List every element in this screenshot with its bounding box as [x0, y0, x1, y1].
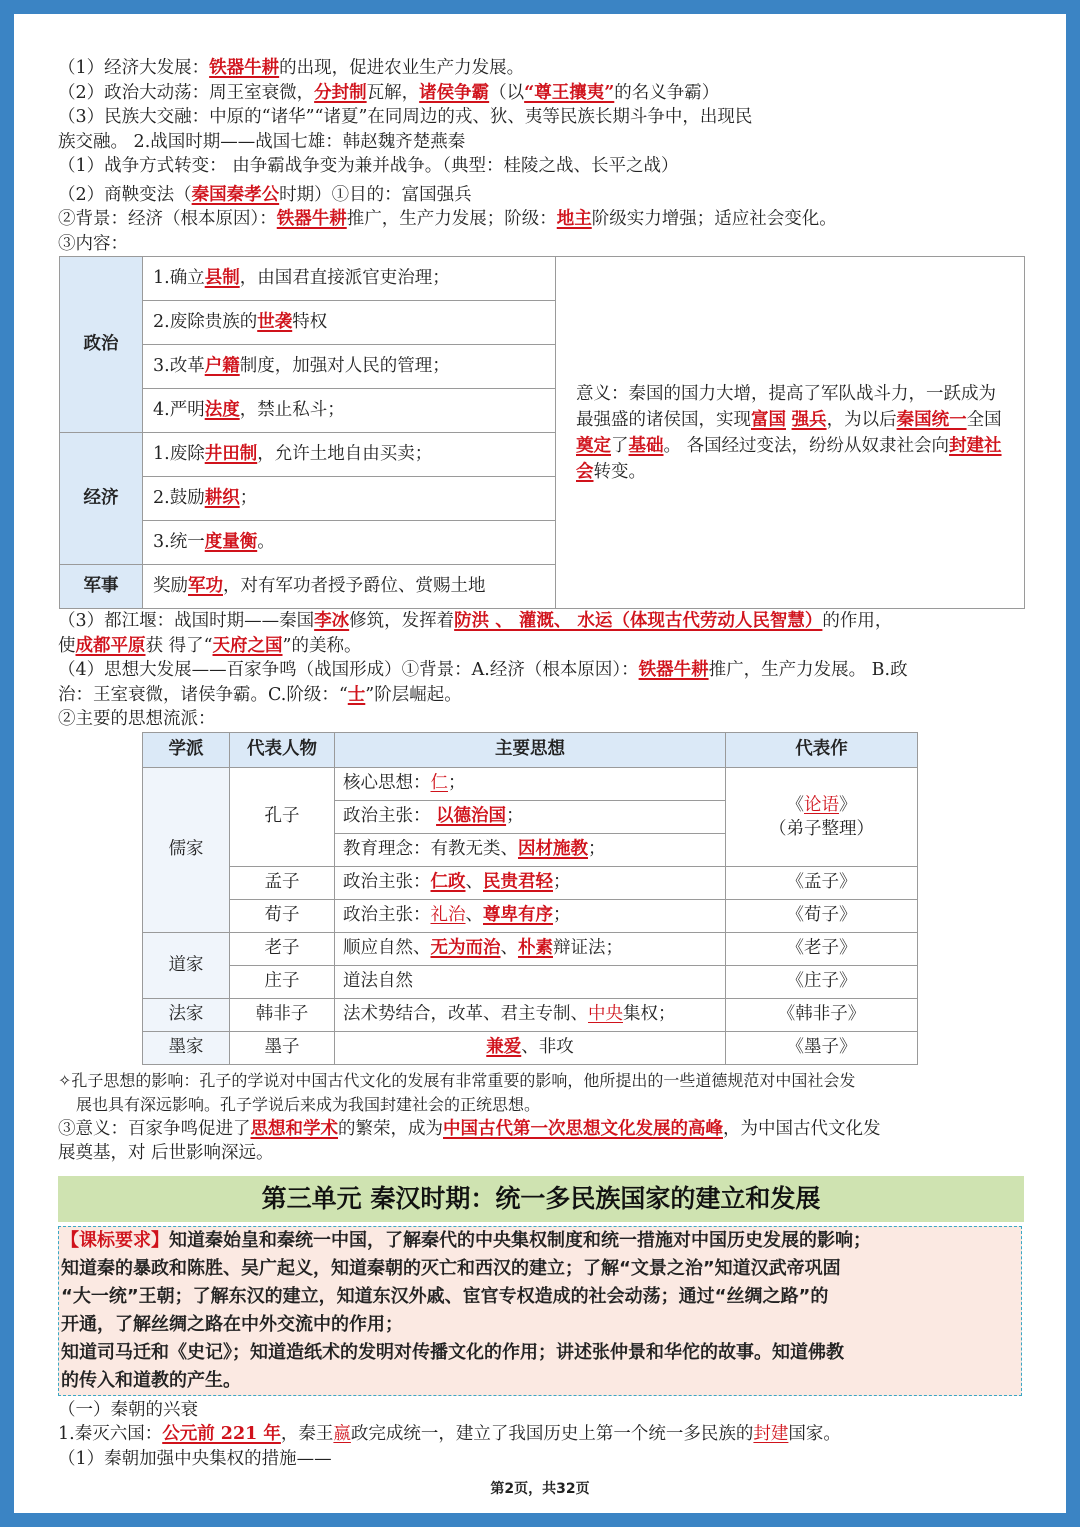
text-line: （3）民族大交融：中原的“诸华”“诸夏”在同周边的戎、狄、夷等民族长期斗争中，出现民 — [58, 107, 753, 127]
text-line: 展奠基，对 后世影响深远。 — [58, 1143, 274, 1163]
thought: 顺应自然、无为而治、朴素辩证法； — [335, 932, 726, 965]
keyword: 分封制 — [314, 82, 367, 103]
keyword: “尊王攘夷” — [524, 82, 615, 103]
work: 《庄子》 — [726, 965, 918, 998]
category-economy: 经济 — [60, 433, 143, 565]
work: 《墨子》 — [726, 1031, 918, 1064]
text-line: 1.秦灭六国：公元前 221 年，秦王嬴政完成统一，建立了我国历史上第一个统一多民族的封建国家。 — [58, 1424, 841, 1444]
reform-item: 2.废除贵族的世袭特权 — [143, 301, 556, 345]
thought: 核心思想：仁； — [335, 767, 726, 800]
reform-item: 奖励军功，对有军功者授予爵位、赏赐土地 — [143, 565, 556, 609]
header-work: 代表作 — [726, 732, 918, 767]
work: 《论语》 （弟子整理） — [726, 767, 918, 866]
school-mohist: 墨家 — [143, 1031, 230, 1064]
section-heading: （一）秦朝的兴衰 — [58, 1399, 198, 1420]
text-line: 治：王室衰微，诸侯争霸。C.阶级：“士”阶层崛起。 — [58, 684, 462, 705]
keyword: 铁器牛耕 — [276, 209, 347, 229]
person: 墨子 — [230, 1031, 335, 1064]
person: 老子 — [230, 932, 335, 965]
reform-item: 3.改革户籍制度，加强对人民的管理； — [143, 345, 556, 389]
curriculum-requirements: 【课标要求】知道秦始皇和秦统一中国，了解秦代的中央集权制度和统一措施对中国历史发展的影响； 知道秦的暴政和陈胜、吴广起义，知道秦朝的灭亡和西汉的建立；了解“文景之治”知道汉武帝巩固 “大一统”王朝；了解东汉的建立，知道东汉外戚、宦官专权造成的社会动荡；通过“丝绸之路”的 开通，了解丝绸之路在中外交流中的作用； 知道司马迁和《史记》；知道造纸术的发明对传播文化的作用；讲述张仲景和华佗的故事。知道佛教 的传入和道教的产生。 — [58, 1226, 1022, 1396]
thought: 教育理念：有教无类、因材施教； — [335, 833, 726, 866]
text-line: （3）都江堰：战国时期——秦国李冰修筑，发挥着防洪 、 灌溉、 水运（体现古代劳动人民智慧）的作用， — [58, 611, 893, 631]
work: 《孟子》 — [726, 866, 918, 899]
school-confucian: 儒家 — [143, 767, 230, 932]
schools-table — [142, 732, 918, 1065]
text-line: ③内容： — [58, 233, 128, 254]
category-military: 军事 — [60, 565, 143, 609]
category-politics: 政治 — [60, 257, 143, 433]
thought: 道法自然 — [335, 965, 726, 998]
text-line: （1）秦朝加强中央集权的措施—— — [58, 1448, 332, 1469]
text-line: （2）商鞅变法（秦国秦孝公时期）①目的：富国强兵 — [58, 184, 472, 205]
person: 韩非子 — [230, 998, 335, 1031]
work: 《韩非子》 — [726, 998, 918, 1031]
reform-item: 1.废除井田制，允许土地自由买卖； — [143, 433, 556, 477]
text-line: 使成都平原获 得了“天府之国”的美称。 — [58, 635, 362, 656]
text-line: （1）战争方式转变： 由争霸战争变为兼并战争。（典型：桂陵之战、长平之战） — [58, 156, 679, 176]
keyword: 地主 — [556, 209, 592, 229]
person: 荀子 — [230, 899, 335, 932]
work: 《荀子》 — [726, 899, 918, 932]
unit-title: 第三单元 秦汉时期：统一多民族国家的建立和发展 — [58, 1176, 1024, 1222]
reform-item: 2.鼓励耕织； — [143, 477, 556, 521]
text-line: 族交融。 2.战国时期——战国七雄：韩赵魏齐楚燕秦 — [58, 131, 466, 152]
thought: 政治主张：礼治、尊卑有序； — [335, 899, 726, 932]
header-thought: 主要思想 — [335, 732, 726, 767]
reform-significance: 意义：秦国的国力大增，提高了军队战斗力，一跃成为 最强盛的诸侯国，实现富国 强兵，为以后秦国统一全国奠定了基础。 各国经过变法，纷纷从奴隶社会向封建社会转变。 — [556, 257, 1025, 609]
reform-item: 1.确立县制，由国君直接派官吏治理； — [143, 257, 556, 301]
text-line: （1）经济大发展：铁器牛耕的出现，促进农业生产力发展。 — [58, 58, 525, 78]
requirements-tag: 【课标要求】 — [61, 1229, 169, 1251]
reform-item: 3.统一度量衡。 — [143, 521, 556, 565]
keyword: 铁器牛耕 — [209, 58, 280, 78]
header-person: 代表人物 — [230, 732, 335, 767]
school-legalist: 法家 — [143, 998, 230, 1031]
text-line: ②主要的思想流派： — [58, 709, 216, 729]
work: 《老子》 — [726, 932, 918, 965]
text-line: （4）思想大发展——百家争鸣（战国形成）①背景：A.经济（根本原因）：铁器牛耕推广，生产力发展。 B.政 — [58, 660, 908, 680]
person: 孟子 — [230, 866, 335, 899]
keyword: 秦国秦孝公 — [191, 184, 280, 205]
reform-item: 4.严明法度，禁止私斗； — [143, 389, 556, 433]
person: 庄子 — [230, 965, 335, 998]
thought: 兼爱、非攻 — [335, 1031, 726, 1064]
school-taoist: 道家 — [143, 932, 230, 998]
text-line: （2）政治大动荡：周王室衰微，分封制瓦解，诸侯争霸（以“尊王攘夷”的名义争霸） — [58, 82, 720, 103]
thought: 法术势结合，改革、君主专制、中央集权； — [335, 998, 726, 1031]
thought: 政治主张：仁政、民贵君轻； — [335, 866, 726, 899]
thought: 政治主张： 以德治国； — [335, 800, 726, 833]
header-school: 学派 — [143, 732, 230, 767]
text-line: ②背景：经济（根本原因）：铁器牛耕推广，生产力发展；阶级：地主阶级实力增强；适应社会变化。 — [58, 209, 837, 229]
page-number: 第2页，共32页 — [490, 1481, 590, 1497]
note-line: ✧孔子思想的影响：孔子的学说对中国古代文化的发展有非常重要的影响，他所提出的一些道德规范对中国社会发 — [58, 1070, 856, 1090]
note-line: 展也具有深远影响。孔子学说后来成为我国封建社会的正统思想。 — [76, 1094, 541, 1114]
page-content — [58, 56, 1028, 1471]
keyword: 诸侯争霸 — [419, 82, 490, 103]
text-line: ③意义：百家争鸣促进了思想和学术的繁荣，成为中国古代第一次思想文化发展的高峰，为中国古代文化发 — [58, 1118, 881, 1139]
reform-table — [59, 256, 1025, 609]
person: 孔子 — [230, 767, 335, 866]
